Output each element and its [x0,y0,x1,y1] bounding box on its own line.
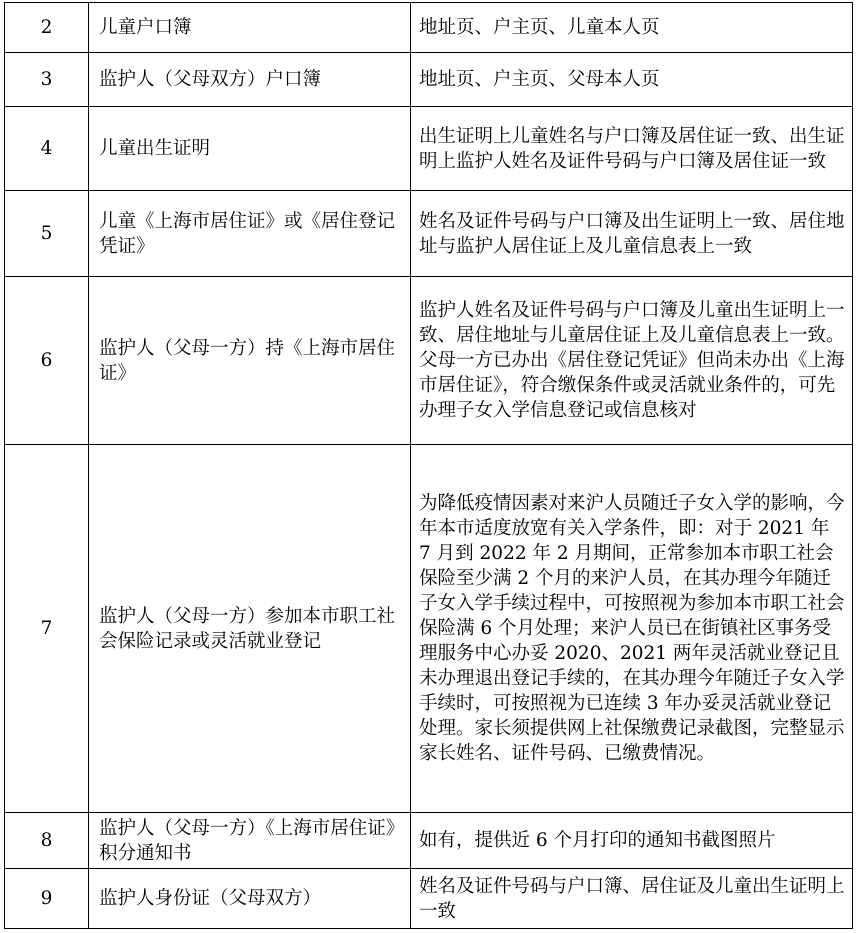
requirement-text: 姓名及证件号码与户口簿及出生证明上一致、居住地址与监护人居住证上及儿童信息表上一致 [411,191,853,277]
row-number: 5 [5,191,89,277]
row-number: 3 [5,53,89,107]
materials-table [4,2,853,929]
table-row [5,53,853,107]
row-number: 8 [5,813,89,869]
row-number: 9 [5,869,89,929]
material-name: 儿童户口簿 [89,3,411,53]
table-row [5,869,853,929]
requirement-text: 监护人姓名及证件号码与户口簿及儿童出生证明上一致、居住地址与儿童居住证上及儿童信息表上一致。父母一方已办出《居住登记凭证》但尚未办出《上海市居住证》，符合缴保条件或灵活就业条件的，可先办理子女入学信息登记或信息核对 [411,277,853,445]
requirement-text: 出生证明上儿童姓名与户口簿及居住证一致、出生证明上监护人姓名及证件号码与户口簿及居住证一致 [411,107,853,191]
table-row [5,813,853,869]
material-name: 监护人（父母一方）持《上海市居住证》 [89,277,411,445]
material-name: 儿童出生证明 [89,107,411,191]
table-row [5,191,853,277]
requirement-text: 地址页、户主页、父母本人页 [411,53,853,107]
row-number: 6 [5,277,89,445]
row-number: 2 [5,3,89,53]
table-row [5,107,853,191]
material-name: 监护人身份证（父母双方） [89,869,411,929]
material-name: 监护人（父母一方）参加本市职工社会保险记录或灵活就业登记 [89,445,411,813]
requirement-text: 为降低疫情因素对来沪人员随迁子女入学的影响，今年本市适度放宽有关入学条件，即：对于 2021 年 7 月到 2022 年 2 月期间，正常参加本市职工社会保险至少满 2 个月的来沪人员，在其办理今年随迁子女入学手续过程中，可按照视为参加本市职工社会保险满 6 个月处理；来沪人员已在街镇社区事务受理服务中心办妥 2020、2021 两年灵活就业登记且未办理退出登记手续的，在其办理今年随迁子女入学手续时，可按照视为已连续 3 年办妥灵活就业登记处理。家长须提供网上社保缴费记录截图，完整显示家长姓名、证件号码、已缴费情况。 [411,445,853,813]
requirement-text: 如有，提供近 6 个月打印的通知书截图照片 [411,813,853,869]
row-number: 7 [5,445,89,813]
material-name: 儿童《上海市居住证》或《居住登记凭证》 [89,191,411,277]
material-name: 监护人（父母一方）《上海市居住证》积分通知书 [89,813,411,869]
material-name: 监护人（父母双方）户口簿 [89,53,411,107]
table-row [5,277,853,445]
requirement-text: 姓名及证件号码与户口簿、居住证及儿童出生证明上一致 [411,869,853,929]
table-row [5,3,853,53]
row-number: 4 [5,107,89,191]
requirement-text: 地址页、户主页、儿童本人页 [411,3,853,53]
table-row [5,445,853,813]
